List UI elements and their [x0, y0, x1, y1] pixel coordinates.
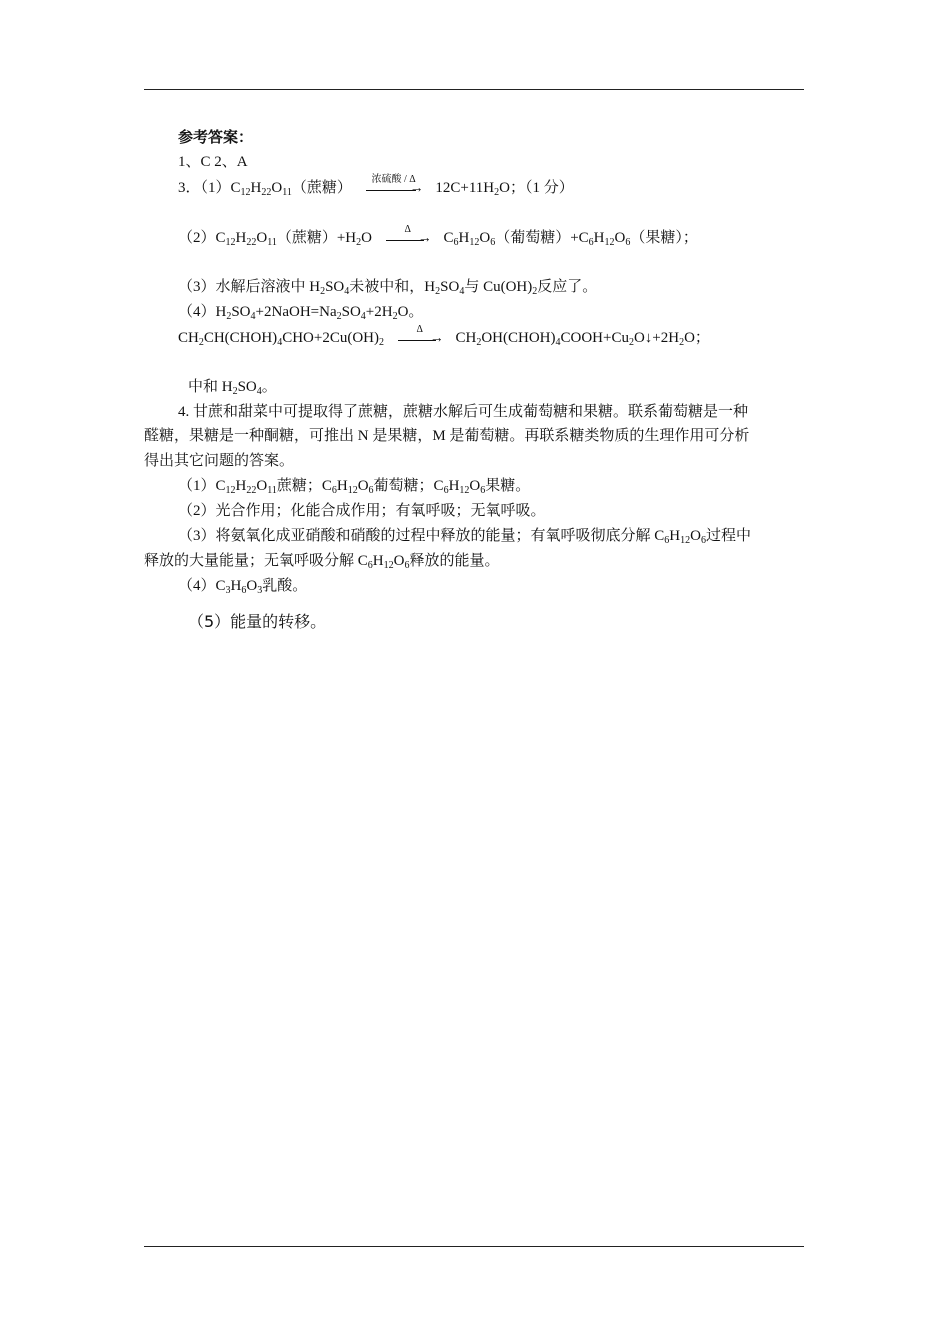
reaction-arrow: Δ → — [384, 227, 432, 247]
reaction-arrow: 浓硫酸 / Δ → — [364, 177, 424, 197]
reaction-arrow: Δ → — [396, 327, 444, 347]
answer-4-3-line1: （3）将氨氧化成亚硝酸和硝酸的过程中释放的能量；有氧呼吸彻底分解 $C_6H_{12}O_6$过程中 — [178, 528, 751, 546]
answer-4-line3: 得出其它问题的答案。 — [144, 453, 295, 469]
answer-3-2: $(2)C_{12}H_{22}O_{11}$（蔗糖）$+H_2O$ Δ → $C_6H_{12}O_6$（葡萄糖）$+C_6H_{12}O_6$（果糖）； — [178, 224, 698, 248]
footer-rule — [144, 1246, 804, 1247]
neutralize-note: 中和 $H_2SO_4$。 — [188, 379, 277, 397]
answer-3-4: $(4)H_2SO_4+2NaOH=Na_2SO_4+2H_2O$。 — [178, 304, 424, 322]
answer-3-1: 3．$(1)C_{12}H_{22}O_{11}$（蔗糖） 浓硫酸 / Δ → $12C+11H_2O$；（1 分） — [178, 174, 574, 198]
answers-1-2: 1、C 2、A — [178, 154, 248, 170]
answer-heading: 参考答案： — [178, 130, 254, 146]
answer-4-line2: 醛糖，果糖是一种酮糖，可推出 N 是果糖，M 是葡萄糖。再联系糖类物质的生理作用可分析 — [144, 428, 750, 444]
answer-4-1: $(1)C_{12}H_{22}O_{11}$蔗糖；$C_6H_{12}O_6$葡萄糖；$C_6H_{12}O_6$果糖。 — [178, 478, 531, 496]
glucose-oxidation-equation: $CH_2CH(CHOH)_4CHO+2Cu(OH)_2$ Δ → $CH_2OH(CHOH)_4COOH+Cu_2O↓+2H_2O$； — [178, 324, 710, 348]
answer-4-2: （2）光合作用；化能合成作用；有氧呼吸；无氧呼吸。 — [178, 503, 546, 519]
answer-4-3-line2: 释放的大量能量；无氧呼吸分解 $C_6H_{12}O_6$释放的能量。 — [144, 553, 500, 571]
answer-4-5: （5）能量的转移。 — [188, 612, 327, 631]
answer-3-3: （3）水解后溶液中 $H_2SO_4$未被中和，$H_2SO_4$与 $Cu(OH)_2$反应了。 — [178, 279, 598, 297]
header-rule — [144, 89, 804, 90]
answer-4-line1: 4. 甘蔗和甜菜中可提取得了蔗糖，蔗糖水解后可生成葡萄糖和果糖。联系葡萄糖是一种 — [178, 404, 749, 420]
answer-4-4: $(4)C_3H_6O_3$乳酸。 — [178, 578, 308, 596]
